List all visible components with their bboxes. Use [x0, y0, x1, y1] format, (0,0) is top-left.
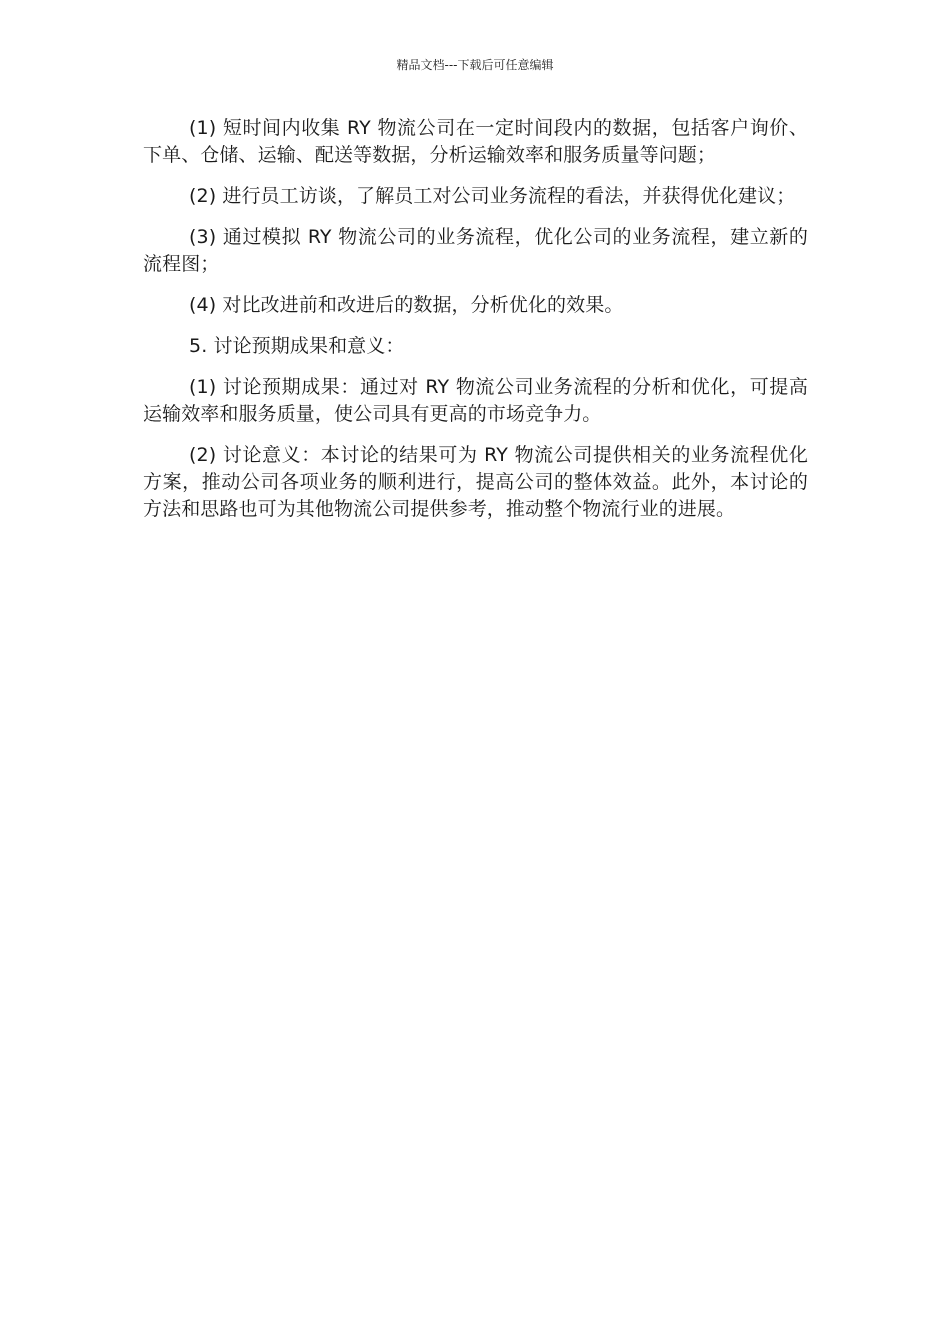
- section-heading-expected-results: 5. 讨论预期成果和意义：: [189, 335, 405, 357]
- paragraph-method-4: (4) 对比改进前和改进后的数据，分析优化的效果。: [189, 294, 624, 316]
- page-header: 精品文档---下载后可任意编辑: [396, 58, 554, 72]
- paragraph-significance: (2) 讨论意义：本讨论的结果可为 RY 物流公司提供相关的业务流程优化方案，推动公司各项业务的顺利进行，提高公司的整体效益。此外，本讨论的方法和思路也可为其他物流公司提供参考，推动整个物流行业的进展。: [143, 444, 808, 520]
- paragraph-method-2: (2) 进行员工访谈，了解员工对公司业务流程的看法，并获得优化建议；: [189, 185, 796, 207]
- paragraph-method-1: (1) 短时间内收集 RY 物流公司在一定时间段内的数据，包括客户询价、下单、仓储、运输、配送等数据，分析运输效率和服务质量等问题；: [143, 117, 808, 166]
- paragraph-expected-results: (1) 讨论预期成果：通过对 RY 物流公司业务流程的分析和优化，可提高运输效率和服务质量，使公司具有更高的市场竞争力。: [143, 376, 808, 425]
- document-body: [143, 115, 808, 537]
- paragraph-method-3: (3) 通过模拟 RY 物流公司的业务流程，优化公司的业务流程，建立新的流程图；: [143, 226, 808, 275]
